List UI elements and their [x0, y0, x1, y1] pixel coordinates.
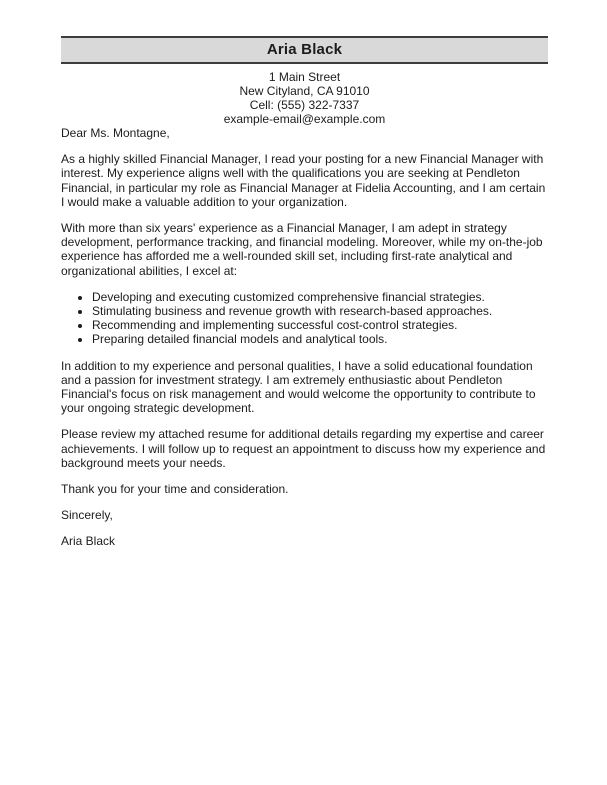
bullet-financial-models: • Preparing detailed financial models and analytical tools. — [92, 332, 548, 346]
valediction: Sincerely, — [61, 508, 113, 523]
bullet-revenue-growth: • Stimulating business and revenue growth with research-based approaches. — [92, 304, 548, 318]
salutation: Dear Ms. Montagne, — [61, 126, 170, 140]
contact-block — [61, 70, 548, 126]
paragraph-thanks: Thank you for your time and consideration. — [61, 482, 289, 497]
contact-email: example-email@example.com — [223, 112, 386, 126]
contact-street: 1 Main Street — [268, 70, 341, 84]
signature-name: Aria Black — [61, 534, 116, 549]
paragraph-education-passion: In addition to my experience and personal qualities, I have a solid educational foundation and a passion for investment strategy. I am extremely enthusiastic about Pendleton Financial's focus on risk management and would welcome the opportunity to contribute to your ongoing strategic development. — [61, 358, 536, 416]
contact-phone: Cell: (555) 322-7337 — [249, 98, 360, 112]
bullet-financial-strategies: • Developing and executing customized comprehensive financial strategies. — [92, 290, 548, 304]
skills-bullet-list — [61, 290, 548, 347]
paragraph-experience: With more than six years' experience as a Financial Manager, I am adept in strategy development, performance tracking, and financial modeling. Moreover, while my on-the-job experience has afforded me a well-rounded skill set, including first-rate analytical and organizational abilities, I excel at: — [61, 221, 543, 278]
contact-city-state-zip: New Cityland, CA 91010 — [239, 84, 370, 98]
sender-name: Aria Black — [266, 41, 343, 58]
paragraph-resume-followup: Please review my attached resume for additional details regarding my expertise and career achievements. I will follow up to request an appointment to discuss how my experience and background meets your needs. — [61, 427, 546, 470]
paragraph-introduction: As a highly skilled Financial Manager, I read your posting for a new Financial Manager with interest. My experience aligns well with the qualifications you are seeking at Pendleton Financial, in particular my role as Financial Manager at Fidelia Accounting, and I am certain I would make a valuable addition to your organization. — [61, 152, 546, 209]
bullet-cost-control: • Recommending and implementing successful cost-control strategies. — [92, 318, 548, 332]
letter-body — [61, 126, 548, 549]
name-banner — [61, 36, 548, 64]
